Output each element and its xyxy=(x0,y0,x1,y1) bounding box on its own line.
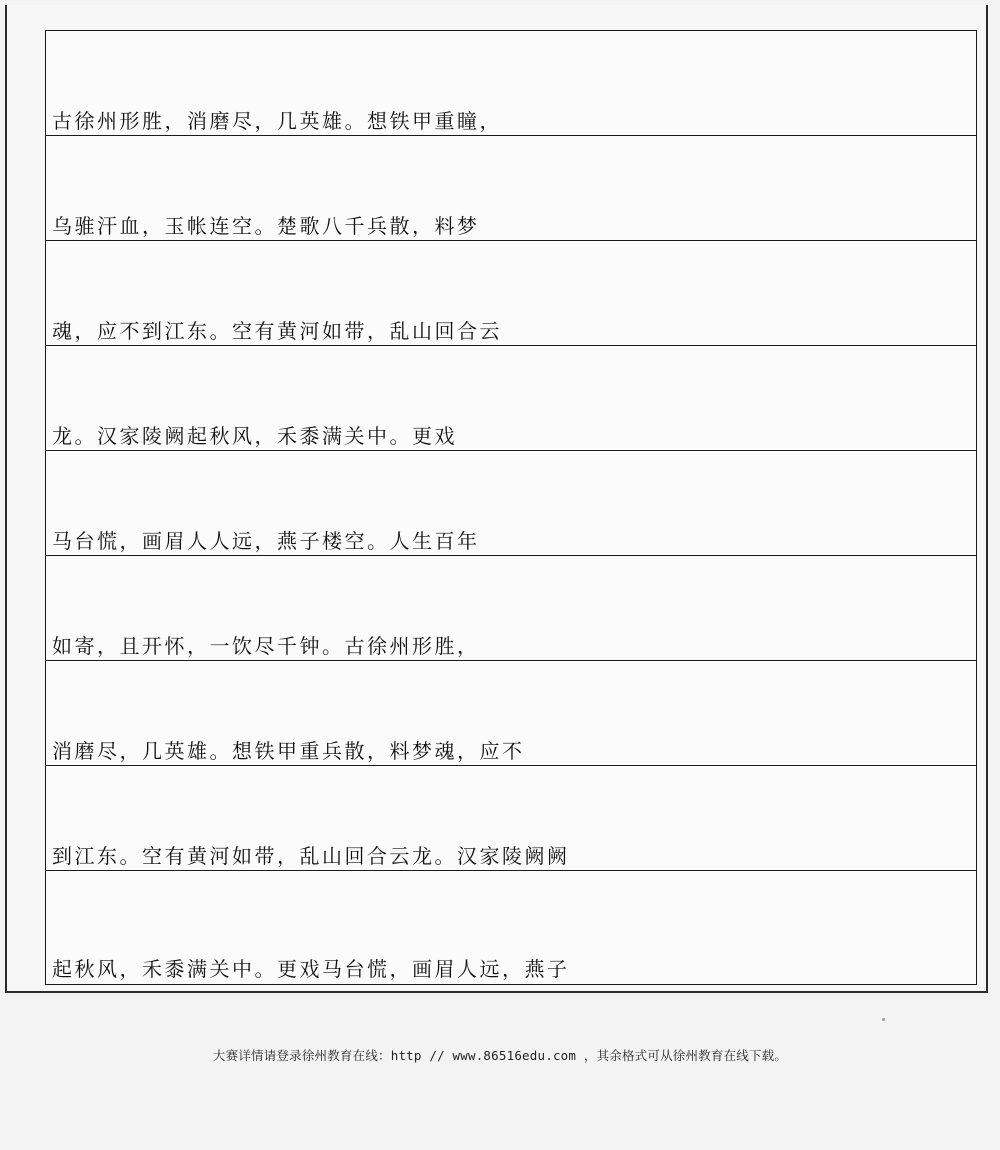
writing-grid xyxy=(45,30,977,985)
writing-row xyxy=(46,766,976,871)
worksheet xyxy=(5,5,988,993)
writing-row xyxy=(46,346,976,451)
handwritten-line: 起秋风，禾黍满关中。更戏马台慌，画眉人远，燕子 xyxy=(52,957,570,981)
footer-note: 大赛详情请登录徐州教育在线：http // www.86516edu.com ，其余格式可从徐州教育在线下载。 xyxy=(212,1048,788,1063)
handwritten-line: 龙。汉家陵阙起秋风，禾黍满关中。更戏 xyxy=(52,424,457,448)
writing-row xyxy=(46,451,976,556)
writing-row xyxy=(46,661,976,766)
writing-row xyxy=(46,241,976,346)
handwritten-line: 马台慌，画眉人人远，燕子楼空。人生百年 xyxy=(52,529,480,553)
handwritten-line: 古徐州形胜，消磨尽，几英雄。想铁甲重瞳， xyxy=(52,109,502,133)
writing-row xyxy=(46,871,976,983)
handwritten-line: 到江东。空有黄河如带，乱山回合云龙。汉家陵阙阙 xyxy=(52,844,570,868)
handwritten-line: 魂，应不到江东。空有黄河如带，乱山回合云 xyxy=(52,319,502,343)
paper-speck xyxy=(882,1018,885,1021)
handwritten-line: 如寄，且开怀，一饮尽千钟。古徐州形胜， xyxy=(52,634,480,658)
handwritten-line: 消磨尽，几英雄。想铁甲重兵散，料梦魂，应不 xyxy=(52,739,525,763)
writing-row xyxy=(46,556,976,661)
writing-row xyxy=(46,136,976,241)
writing-row xyxy=(46,31,976,136)
handwritten-line: 乌骓汗血，玉帐连空。楚歌八千兵散，料梦 xyxy=(52,214,480,238)
